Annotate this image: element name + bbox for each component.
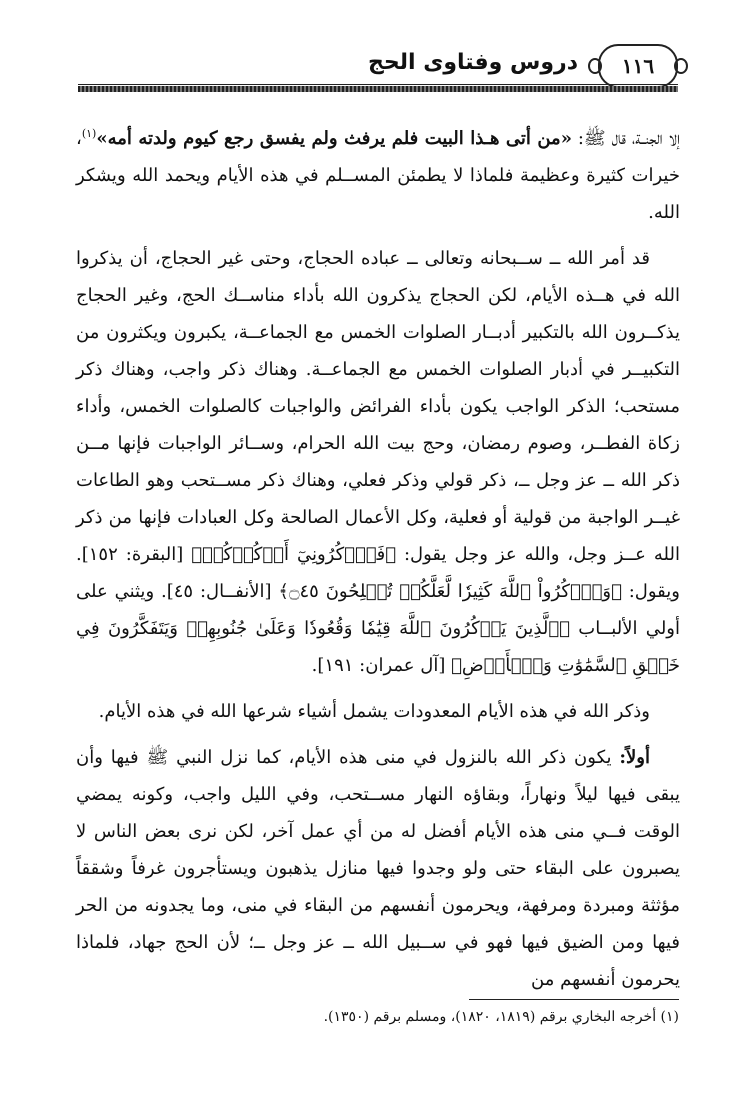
paragraph-2: قد أمر الله ــ ســبحانه وتعالى ــ عباده الحجاج، وحتى غير الحجاج، أن يذكروا الله في هــذه الأيام، لكن الحجاج يذكرون الله بأداء مناســك الحج، وغير الحجاج يذكــرون الله بالتكبير أدبــار الصلوات الخمس مع الجماعــة، يكبرون ويكثرون من التكبيــر في أدبار الصلوات الخمس مع الجماعــة. وهناك ذكر واجب، وهناك ذكر مستحب؛ الذكر الواجب يكون بأداء الفرائض والواجبات كالصلوات الخمس، وأداء زكاة الفطــر، وصوم رمضان، وحج بيت الله الحرام، وســائر الواجبات فإنها مــن ذكر الله ــ عز وجل ــ، ذكر قولي وذكر فعلي، وهناك ذكر مســتحب وهو الطاعات غيــر الواجبة من قولية أو فعلية، وكل الأعمال الصالحة وكل العبادات فإنها من ذكر الله عــز وجل، والله عز وجل يقول: ﴿فَٱذۡكُرُونِيٓ أَذۡكُرۡكُمۡ﴾ [البقرة: ١٥٢]. ويقول: ﴿وَٱذۡكُرُواْ ٱللَّهَ كَثِيرٗا لَّعَلَّكُمۡ تُفۡلِحُونَ ۝٤٥﴾ [الأنفــال: ٤٥]. ويثني على أولي الألبــاب ﴿ٱلَّذِينَ يَذۡكُرُونَ ٱللَّهَ قِيَٰمٗا وَقُعُودٗا وَعَلَىٰ جُنُوبِهِمۡ وَيَتَفَكَّرُونَ فِي خَلۡقِ ٱلسَّمَٰوَٰتِ وَٱلۡأَرۡضِ﴾ [آل عمران: ١٩١]. [76, 248, 680, 676]
page-body [76, 120, 680, 1007]
book-title: دروس وفتاوى الحج [368, 50, 578, 75]
footnote-divider [469, 999, 679, 1000]
hadith-quote: «من أتى هـذا البيت فلم يرفث ولم يفسق رجع كيوم ولدته أمه» [96, 128, 572, 149]
footnote: (١) أخرجه البخاري برقم (١٨١٩، ١٨٢٠)، ومسلم برقم (١٣٥٠). [323, 1009, 679, 1025]
paragraph-3: وذكر الله في هذه الأيام المعدودات يشمل أشياء شرعها الله في هذه الأيام. [98, 701, 650, 722]
paragraph-4 [76, 739, 680, 998]
header-rule [78, 86, 678, 92]
paragraph-1-intro: إلا الجنــة، قال ﷺ: [571, 128, 680, 149]
page-header [78, 44, 678, 90]
paragraph-4-rest: يكون ذكر الله بالنزول في منى هذه الأيام، كما نزل النبي ﷺ فيها وأن يبقى فيها ليلاً ونهاراً، وبقاؤه النهار مســتحب، وفي الليل واجب، وكونه يمضي الوقت فــي منى هذه الأيام أفضل له من أي عمل آخر، لكن نرى بعض الناس لا يصبرون على البقاء حتى ولو وجدوا فيها منازل يذهبون ويستأجرون غرفاً وشققاً مؤثثة ومبردة ومرفهة، ويحرمون أنفسهم من البقاء في منى، وما يجدونه من الحر فيها ومن الضيق فيها فهو في ســبيل الله ــ عز وجل ــ؛ لأن الحج جهاد، فلماذا يحرمون أنفسهم من [76, 747, 680, 990]
paragraph-1-rest: ، خيرات كثيرة وعظيمة فلماذا لا يطمئن المســلم في هذه الأيام ويحمد الله ويشكر الله. [76, 128, 680, 223]
page-number: ١١٦ [598, 44, 678, 88]
footnote-marker: (١) [81, 127, 97, 140]
paragraph-4-lead: أولاً: [619, 747, 650, 768]
header-rule-thin [78, 84, 678, 85]
paragraph-1 [76, 120, 680, 231]
